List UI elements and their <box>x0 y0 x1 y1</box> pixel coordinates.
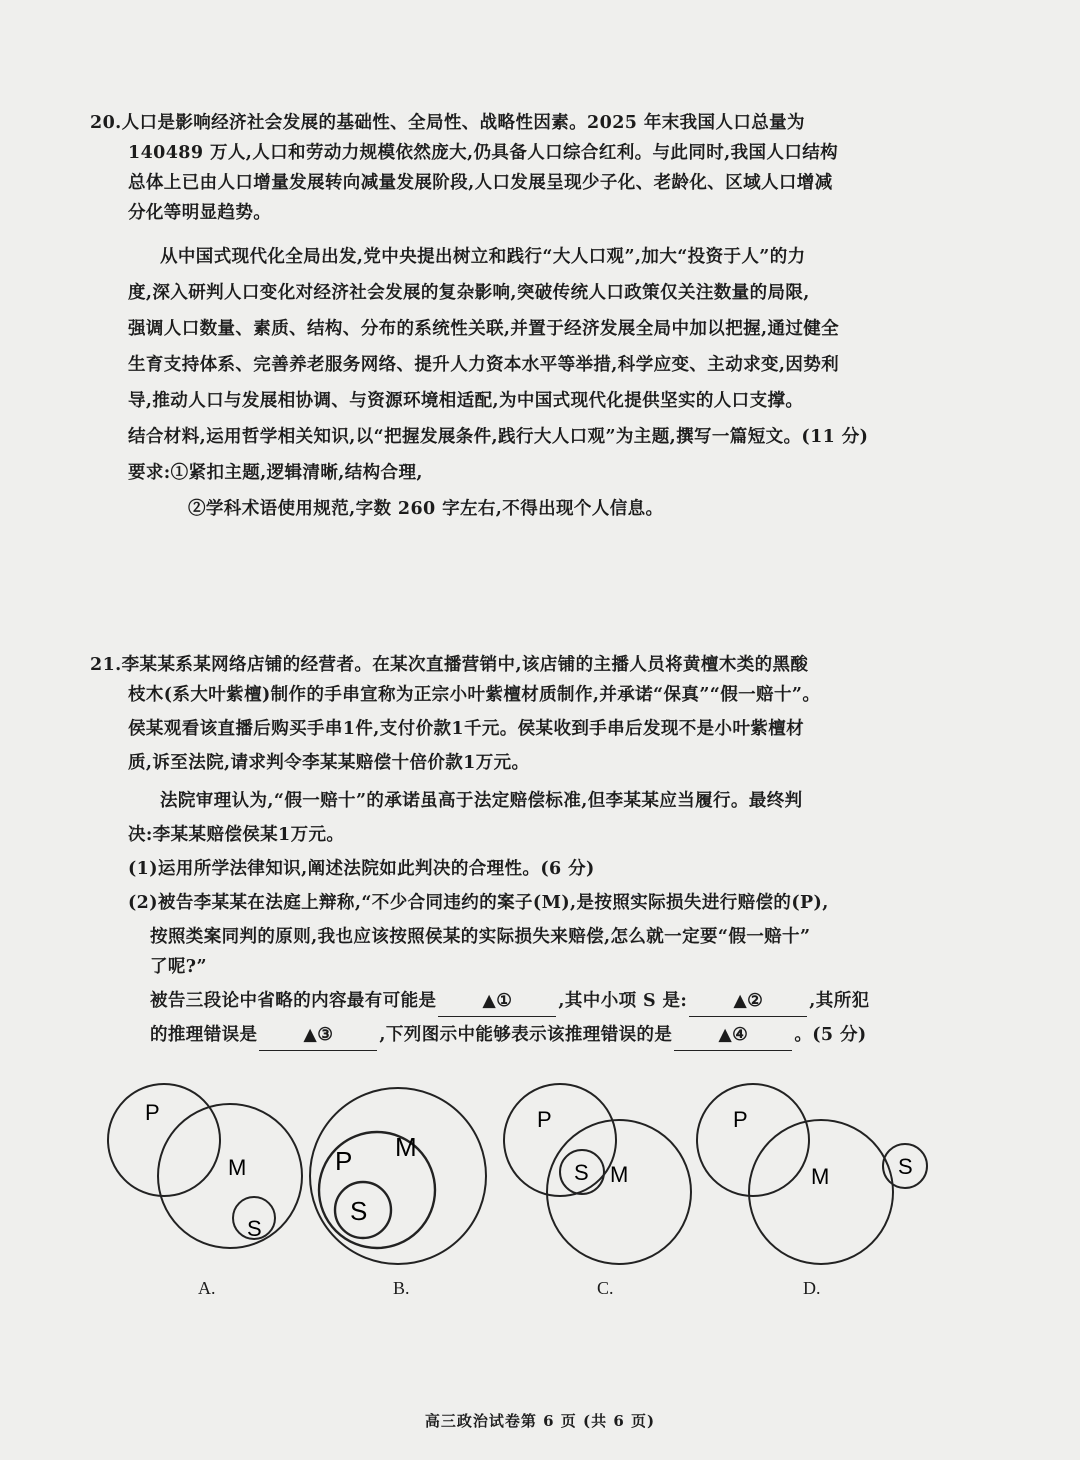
q21-line: 侯某观看该直播后购买手串1件,支付价款1千元。侯某收到手串后发现不是小叶紫檀材 <box>128 719 805 739</box>
q21-line: 法院审理认为,“假一赔十”的承诺虽高于法定赔偿标准,但李某某应当履行。最终判 <box>160 791 803 811</box>
set-label: S <box>247 1216 262 1241</box>
set-label: M <box>395 1132 417 1162</box>
option-b-venn <box>305 1080 515 1270</box>
q20-line: 强调人口数量、素质、结构、分布的系统性关联,并置于经济发展全局中加以把握,通过健全 <box>128 319 840 339</box>
q20-line: 140489 万人,人口和劳动力规模依然庞大,仍具备人口综合红利。与此同时,我国人口结构 <box>128 143 839 163</box>
fill-text: ,其所犯 <box>809 991 870 1011</box>
q21-line: 枝木(系大叶紫檀)制作的手串宣称为正宗小叶紫檀材质制作,并承诺“保真”“假一赔十”。 <box>128 685 821 705</box>
q20-line: 从中国式现代化全局出发,党中央提出树立和践行“大人口观”,加大“投资于人”的力 <box>160 247 806 267</box>
option-a-venn <box>100 1080 310 1270</box>
option-a-diagram[interactable] <box>100 1080 300 1320</box>
question-21 <box>90 650 970 1050</box>
q21-fill-line-2 <box>90 1020 970 1050</box>
fill-text: ,下列图示中能够表示该推理错误的是 <box>379 1025 673 1045</box>
venn-diagram-options <box>90 1080 990 1320</box>
q21-line: 按照类案同判的原则,我也应该按照侯某的实际损失来赔偿,怎么就一定要“假一赔十” <box>150 927 811 947</box>
set-label: P <box>145 1100 160 1125</box>
fill-text: ,其中小项 S 是: <box>558 991 688 1011</box>
option-c-label: C. <box>597 1278 614 1298</box>
set-label: M <box>811 1164 830 1189</box>
option-a-label: A. <box>198 1278 216 1298</box>
option-b-diagram[interactable] <box>305 1080 505 1320</box>
q20-line: 分化等明显趋势。 <box>128 203 272 223</box>
q20-line: 导,推动人口与发展相协调、与资源环境相适配,为中国式现代化提供坚实的人口支撑。 <box>128 391 804 411</box>
set-label: P <box>537 1107 552 1132</box>
page-footer: 高三政治试卷第 6 页 (共 6 页) <box>424 1412 656 1430</box>
q20-line: 度,深入研判人口变化对经济社会发展的复杂影响,突破传统人口政策仅关注数量的局限, <box>128 283 810 303</box>
option-c-diagram[interactable] <box>502 1080 702 1320</box>
q21-line: 21.李某某系某网络店铺的经营者。在某次直播营销中,该店铺的主播人员将黄檀木类的黑酸 <box>90 655 809 675</box>
answer-blank-2[interactable]: ▲② <box>689 986 807 1017</box>
q21-subquestion-1: (1)运用所学法律知识,阐述法院如此判决的合理性。(6 分) <box>128 859 595 879</box>
q21-subquestion-2: (2)被告李某某在法庭上辩称,“不少合同违约的案子(M),是按照实际损失进行赔偿的(P), <box>128 893 829 913</box>
option-c-venn <box>502 1080 712 1270</box>
set-label: M <box>610 1162 629 1187</box>
answer-blank-3[interactable]: ▲③ <box>259 1020 377 1051</box>
set-label: S <box>574 1160 589 1185</box>
q20-line: 20.人口是影响经济社会发展的基础性、全局性、战略性因素。2025 年末我国人口总量为 <box>90 113 805 133</box>
set-label: M <box>228 1155 247 1180</box>
q21-line: 质,诉至法院,请求判令李某某赔偿十倍价款1万元。 <box>128 753 530 773</box>
set-label: P <box>335 1146 353 1176</box>
option-d-venn <box>695 1080 955 1270</box>
q20-line: 生育支持体系、完善养老服务网络、提升人力资本水平等举措,科学应变、主动求变,因势利 <box>128 355 840 375</box>
q21-line: 决:李某某赔偿侯某1万元。 <box>128 825 345 845</box>
option-d-label: D. <box>803 1278 821 1298</box>
set-label: S <box>898 1154 913 1179</box>
fill-text: 。(5 分) <box>794 1025 867 1045</box>
set-label: S <box>350 1196 368 1226</box>
q20-requirement-2: ②学科术语使用规范,字数 260 字左右,不得出现个人信息。 <box>188 499 664 519</box>
q21-fill-line-1 <box>90 986 970 1016</box>
fill-text: 被告三段论中省略的内容最有可能是 <box>150 991 437 1011</box>
set-label: P <box>733 1107 748 1132</box>
q20-line: 总体上已由人口增量发展转向减量发展阶段,人口发展呈现少子化、老龄化、区域人口增减 <box>128 173 833 193</box>
q21-line: 了呢?” <box>150 957 207 977</box>
answer-blank-1[interactable]: ▲① <box>438 986 556 1017</box>
option-d-diagram[interactable] <box>695 1080 913 1320</box>
option-b-label: B. <box>393 1278 410 1298</box>
answer-blank-4[interactable]: ▲④ <box>674 1020 792 1051</box>
q20-requirement-1: 要求:①紧扣主题,逻辑清晰,结构合理, <box>128 463 423 483</box>
q20-task: 结合材料,运用哲学相关知识,以“把握发展条件,践行大人口观”为主题,撰写一篇短文。(11 分) <box>128 427 869 447</box>
question-20 <box>90 108 970 524</box>
fill-text: 的推理错误是 <box>150 1025 258 1045</box>
